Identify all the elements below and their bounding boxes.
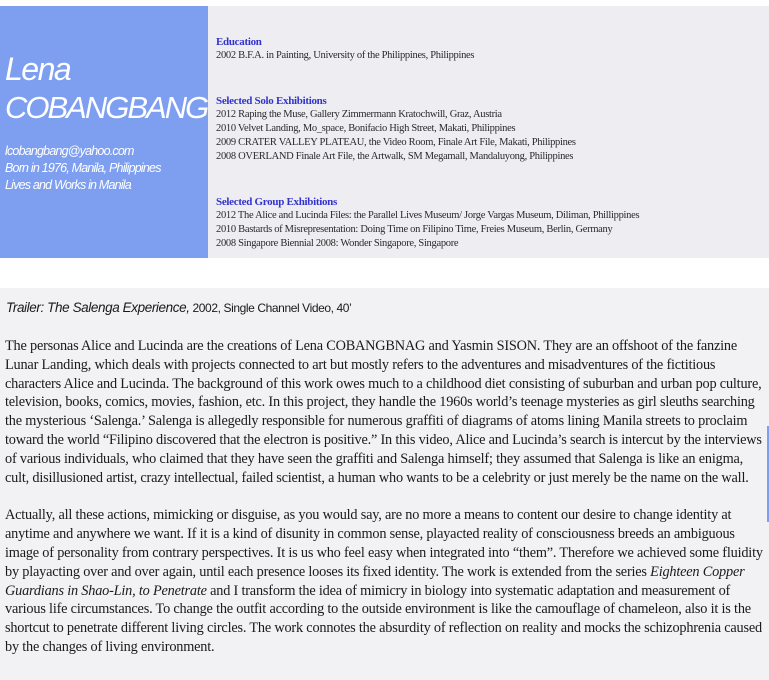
work-caption (6, 300, 766, 315)
artist-residence: Lives and Works in Manila (5, 178, 131, 192)
solo-exhibitions-heading: Selected Solo Exhibitions (216, 95, 327, 107)
paragraph-2-text-start: Actually, all these actions, mimicking or disguise, as you would say, are no more a means to content our desire to change identity at anytime and anywhere we want. If it is a kind of disunity in common sense, playacted reality of consciousness breeds an ambiguous image of personality from contrary perspectives. It is us who feel easy when integrated into “them”. Therefore we achieved some fluidity by playacting over and over again, until each presence looses its fixed identity. The work is extended from the series (5, 507, 763, 580)
description-paragraph-1: The personas Alice and Lucinda are the creations of Lena COBANGBNAG and Yasmin SISON. They are an offshoot of the fanzine Lunar Landing, which deals with projects connected to art but mostly refers to the adventures and misadventures of the fictitious characters Alice and Lucinda. The background of this work owes much to a childhood diet consisting of suburban and urban pop culture, television, books, comics, movies, fashion, etc. In this project, they handle the 1960s world’s teenage mysteries as girl sleuths searching the mysterious ‘Salenga.’ Salenga is allegedly responsible for numerous graffiti of diagrams of atoms lining Manila streets to proclaim toward the world “Filipino discovered that the electron is positive.” In this video, Alice and Lucinda’s search is intercut by the interviews of various individuals, who claimed that they have seen the graffiti and Salenga himself; they assumed that Salenga is like an enigma, cult, disillusioned artist, crazy intellectual, failed scientist, a human who wants to be a celebrity or just merely be the name on the wall. (5, 338, 762, 486)
education-heading: Education (216, 36, 262, 48)
group-exhibition-item: 2012 The Alice and Lucinda Files: the Parallel Lives Museum/ Jorge Vargas Museum, Diliman, Phillippines (216, 210, 640, 221)
artist-contact (5, 143, 161, 194)
paragraph-2-text-end: and I transform the idea of mimicry in biology into systematic adaptation and measurement of various life circumstances. To change the outfit according to the outside environment is like the camouflage of chameleon, also it is the shortcut to penetrate different living circles. The work connotes the absurdity of reflection on reality and mocks the schizophrenia caused by the changes of living environment. (5, 582, 762, 655)
work-details: 2002, Single Channel Video, 40’ (189, 301, 352, 315)
artist-last-name: COBANGBANG (5, 90, 208, 125)
description-paragraph-2 (5, 506, 763, 656)
group-exhibitions-heading: Selected Group Exhibitions (216, 196, 337, 208)
education-item: 2002 B.F.A. in Painting, University of the Philippines, Philippines (216, 50, 475, 61)
work-title: Trailer: The Salenga Experience, (6, 300, 190, 315)
solo-exhibition-item: 2009 CRATER VALLEY PLATEAU, the Video Room, Finale Art File, Makati, Philippines (216, 137, 576, 148)
cv-section (216, 6, 766, 251)
work-description (5, 337, 763, 657)
solo-exhibition-item: 2012 Raping the Muse, Gallery Zimmermann Kratochwill, Graz, Austria (216, 109, 502, 120)
group-exhibition-item: 2010 Bastards of Misrepresentation: Doing Time on Filipino Time, Freies Museum, Berlin, Germany (216, 224, 613, 235)
artist-birth-info: Born in 1976, Manila, Philippines (5, 161, 161, 175)
series-title: Eighteen Copper Guardians in Shao-Lin, to Penetrate (5, 563, 745, 599)
solo-exhibition-item: 2008 OVERLAND Finale Art File, the Artwalk, SM Megamall, Mandaluyong, Philippines (216, 151, 574, 162)
artist-email[interactable]: lcobangbang@yahoo.com (5, 144, 134, 158)
solo-exhibition-item: 2010 Velvet Landing, Mo_space, Bonifacio High Street, Makati, Philippines (216, 123, 516, 134)
group-exhibition-item: 2008 Singapore Biennial 2008: Wonder Singapore, Singapore (216, 238, 459, 249)
artist-profile-panel (0, 6, 208, 258)
artist-first-name: Lena (5, 51, 71, 87)
